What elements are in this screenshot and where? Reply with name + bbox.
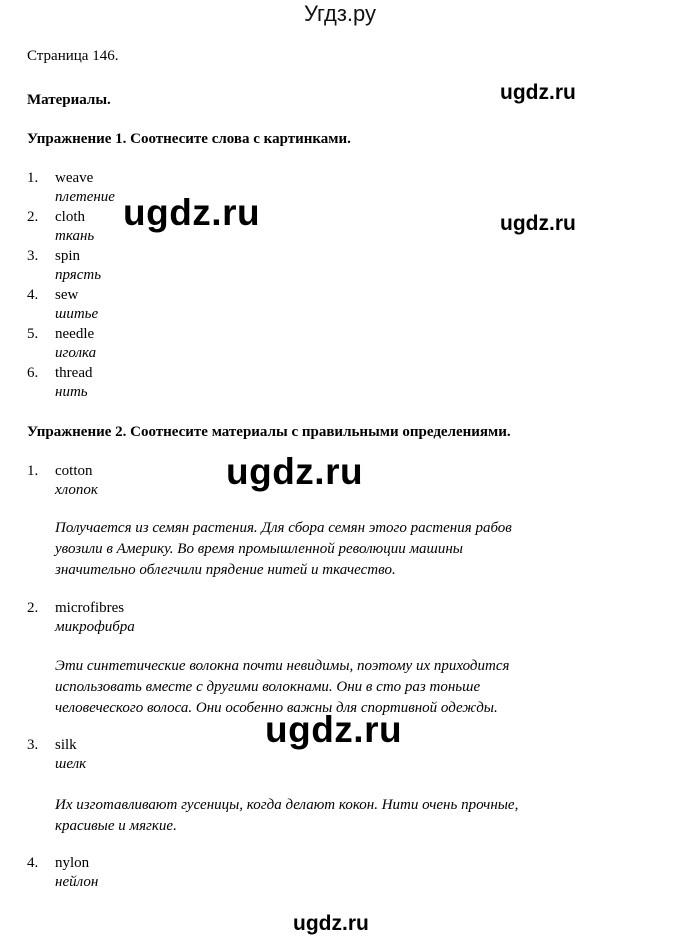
ex1-item-number: 4. (27, 287, 39, 303)
ex2-item-word: microfibres (55, 600, 125, 616)
ex2-item-word: nylon (55, 855, 90, 871)
ex2-item-definition-line: человеческого волоса. Они особенно важны для спортивной одежды. (55, 700, 498, 716)
page-number: Страница 146. (27, 48, 119, 64)
ex2-item-definition-line: Эти синтетические волокна почти невидимы, поэтому их приходится (55, 658, 510, 674)
exercise-1-title: Упражнение 1. Соотнесите слова с картинками. (27, 131, 351, 147)
ex1-item-word: sew (55, 287, 79, 303)
ex2-item-number: 1. (27, 463, 39, 479)
ex1-item-word: cloth (55, 209, 85, 225)
ex2-item-definition-line: Их изготавливают гусеницы, когда делают кокон. Нити очень прочные, (55, 797, 519, 813)
ex1-item-translation: шитье (55, 306, 99, 322)
section-title: Материалы. (27, 92, 111, 108)
ex1-item-number: 2. (27, 209, 39, 225)
ex2-item-word: cotton (55, 463, 93, 479)
watermark: ugdz.ru (293, 912, 369, 935)
ex1-item-translation: нить (55, 384, 88, 400)
ex1-item-translation: прясть (55, 267, 102, 283)
watermark: ugdz.ru (123, 192, 261, 233)
watermark: ugdz.ru (226, 451, 364, 492)
ex1-item-word: spin (55, 248, 81, 264)
ex2-item-number: 2. (27, 600, 39, 616)
exercise-2-title: Упражнение 2. Соотнесите материалы с правильными определениями. (27, 424, 511, 440)
ex2-item-definition-line: Получается из семян растения. Для сбора семян этого растения рабов (55, 520, 512, 536)
ex2-item-number: 4. (27, 855, 39, 871)
ex1-item-number: 3. (27, 248, 39, 264)
site-title: Угдз.ру (303, 1, 377, 26)
ex2-item-word: silk (55, 737, 77, 753)
ex2-item-translation: хлопок (55, 482, 98, 498)
ex2-item-translation: нейлон (55, 874, 99, 890)
ex2-item-number: 3. (27, 737, 39, 753)
ex2-item-definition-line: значительно облегчили прядение нитей и ткачество. (55, 562, 396, 578)
ex1-item-number: 5. (27, 326, 39, 342)
watermark: ugdz.ru (265, 709, 403, 750)
ex1-item-number: 6. (27, 365, 39, 381)
ex1-item-translation: иголка (55, 345, 97, 361)
ex1-item-word: weave (55, 170, 94, 186)
watermark: ugdz.ru (500, 212, 576, 235)
ex1-item-word: needle (55, 326, 95, 342)
watermark: ugdz.ru (500, 81, 576, 104)
ex2-item-definition-line: красивые и мягкие. (55, 818, 177, 834)
ex2-item-definition-line: использовать вместе с другими волокнами. Они в сто раз тоньше (55, 679, 481, 695)
ex2-item-translation: микрофибра (55, 619, 135, 635)
ex1-item-word: thread (55, 365, 93, 381)
ex2-item-translation: шелк (55, 756, 87, 772)
ex1-item-translation: плетение (55, 189, 115, 205)
ex1-item-translation: ткань (55, 228, 95, 244)
ex1-item-number: 1. (27, 170, 39, 186)
ex2-item-definition-line: увозили в Америку. Во время промышленной революции машины (55, 541, 463, 557)
